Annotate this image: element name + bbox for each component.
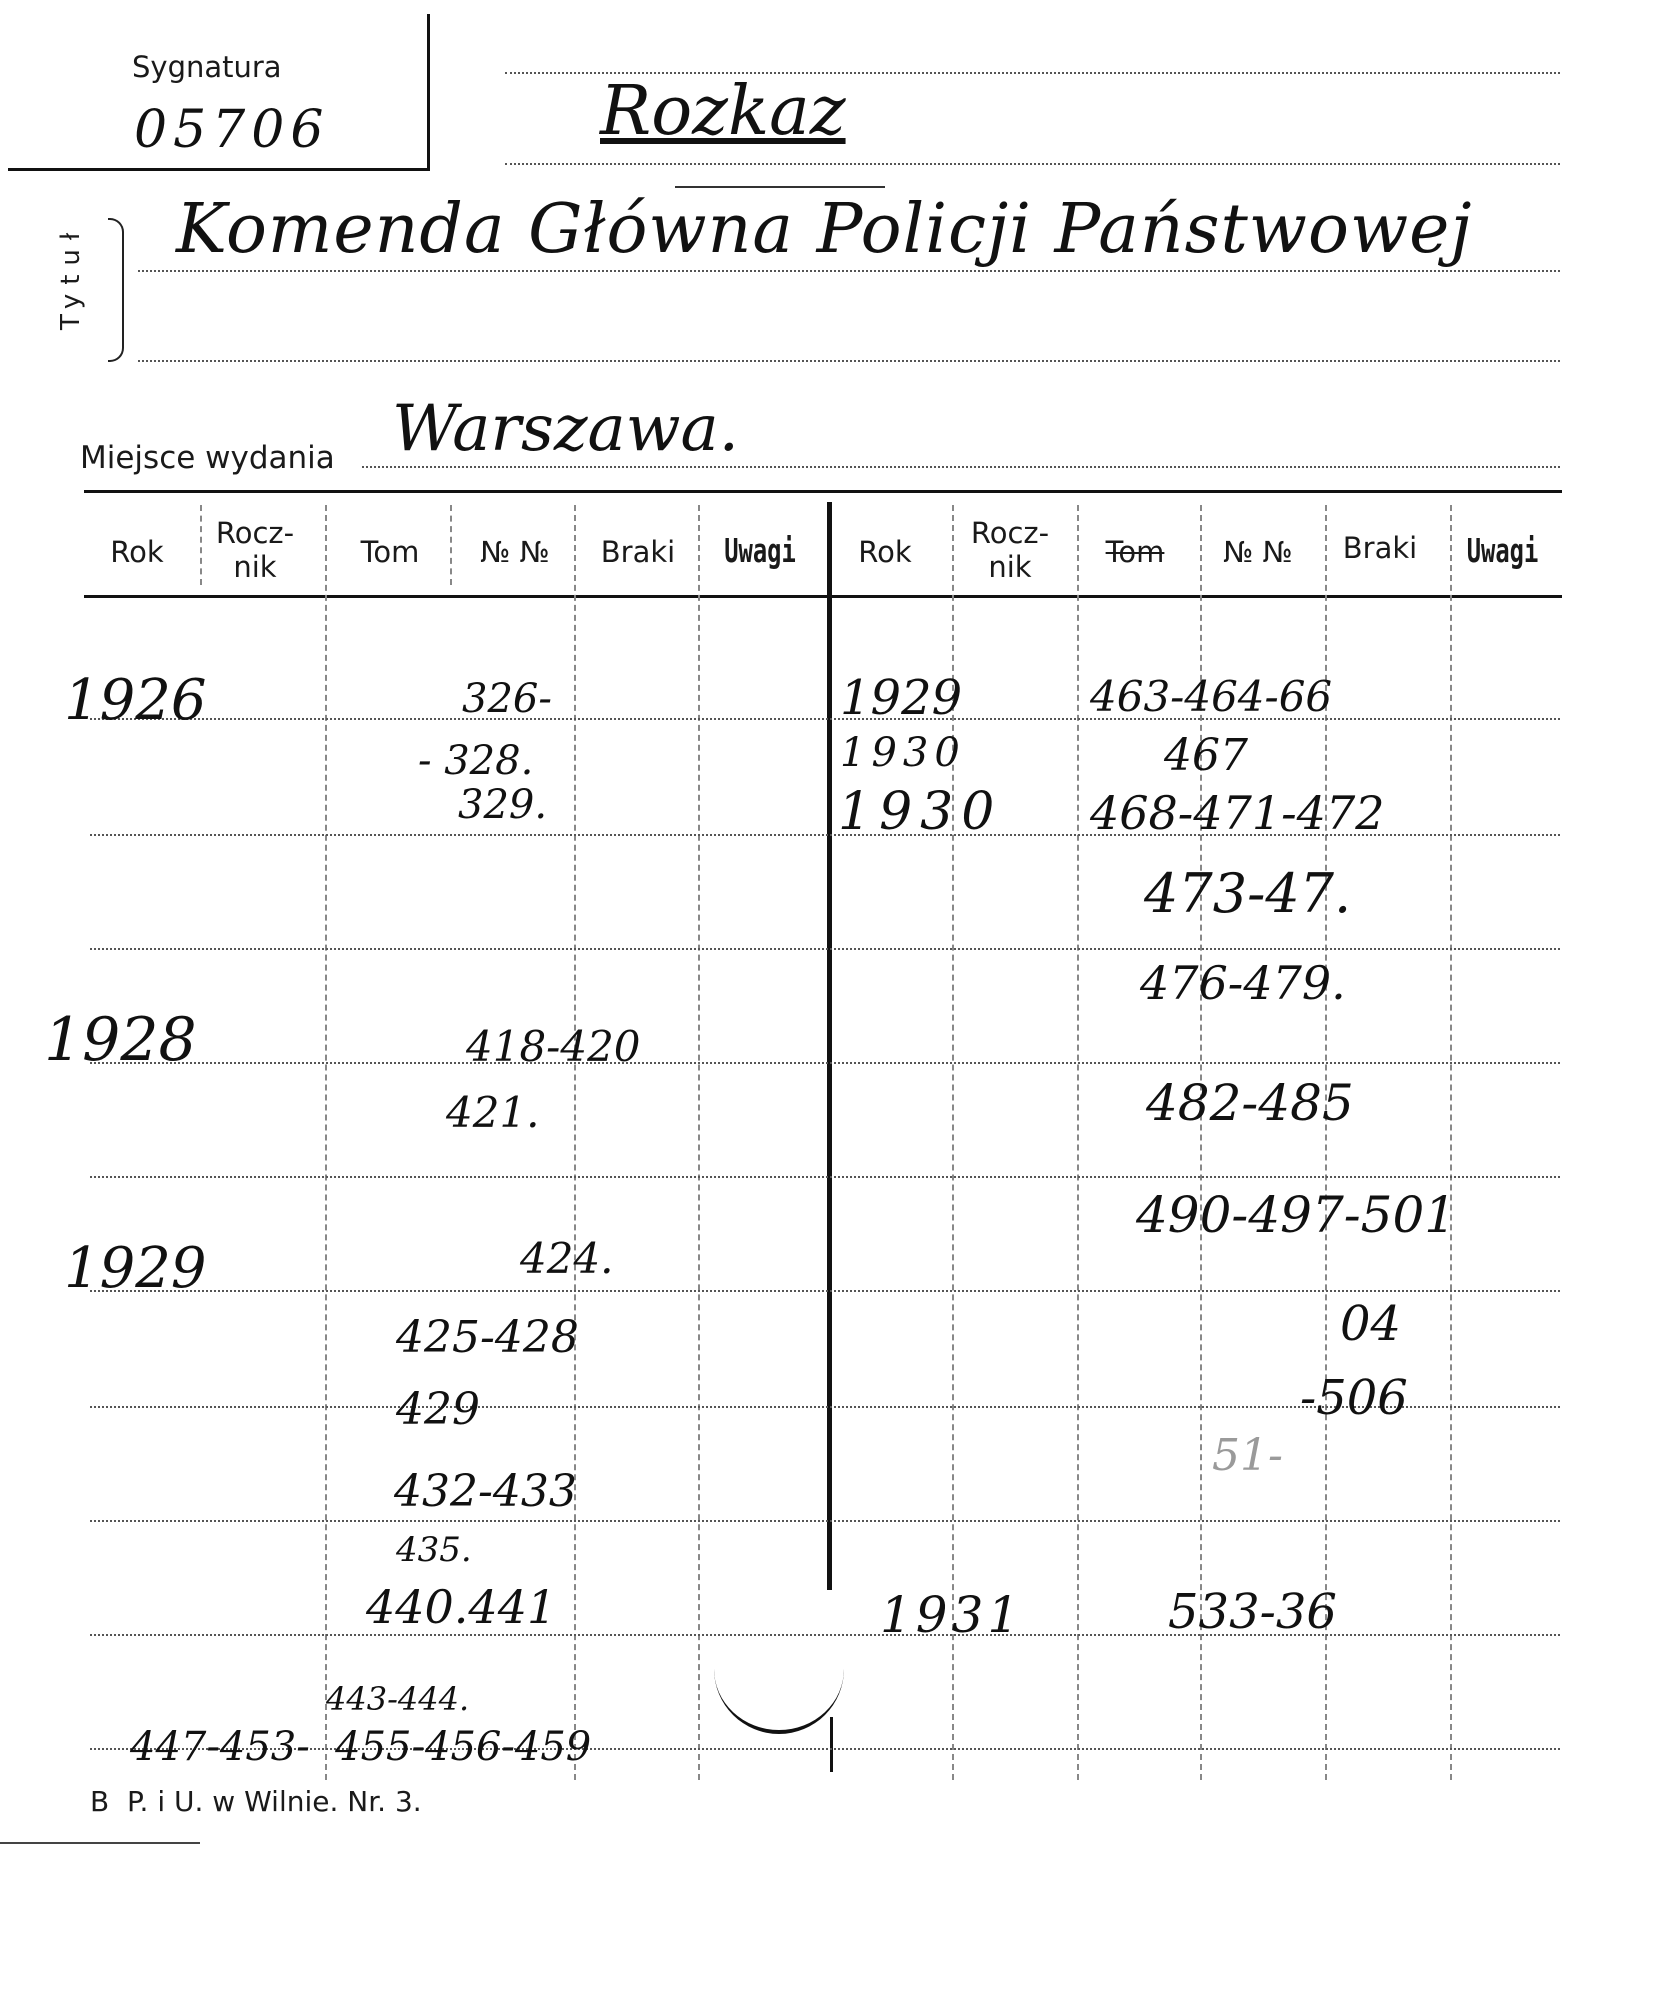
issue-entry: 476-479. bbox=[1140, 956, 1346, 1010]
issue-entry: 04 bbox=[1340, 1296, 1402, 1352]
issue-entry: 425-428 bbox=[396, 1312, 579, 1363]
header-tom: Tom bbox=[1105, 535, 1165, 569]
title-underline-stroke bbox=[675, 186, 885, 188]
issue-entry: 421. bbox=[446, 1088, 540, 1137]
issue-entry: 473-47. bbox=[1144, 862, 1352, 925]
issue-entry: 533-36 bbox=[1168, 1584, 1337, 1640]
center-divider bbox=[827, 502, 832, 1590]
place-dotted-line bbox=[362, 466, 1560, 468]
issue-entry: 482-485 bbox=[1146, 1074, 1354, 1132]
column-divider bbox=[698, 505, 700, 1780]
row-dotted-line bbox=[90, 1062, 1560, 1064]
header-rocznik-1: Rocz- bbox=[215, 516, 295, 550]
header-rocznik-2: nik bbox=[988, 550, 1032, 584]
footer-edge-rule bbox=[0, 1842, 200, 1844]
issue-entry: 490-497-501 bbox=[1136, 1186, 1457, 1244]
header-rocznik-2: nik bbox=[233, 550, 277, 584]
row-dotted-line bbox=[90, 948, 1560, 950]
header-uwagi: Uwagi bbox=[1466, 531, 1539, 570]
issue-entry: 326- bbox=[462, 676, 552, 722]
header-rocznik-1: Rocz- bbox=[970, 516, 1050, 550]
header-braki: Braki bbox=[1342, 531, 1418, 565]
column-divider bbox=[325, 505, 327, 1780]
row-dotted-line bbox=[90, 1520, 1560, 1522]
center-hook bbox=[714, 1630, 844, 1734]
place-value: Warszawa. bbox=[392, 392, 739, 466]
title-dotted-line-2 bbox=[138, 270, 1560, 272]
column-divider bbox=[1077, 505, 1079, 1780]
printer-imprint: B P. i U. w Wilnie. Nr. 3. bbox=[90, 1785, 422, 1818]
year-entry: 1930 bbox=[838, 782, 1003, 842]
issue-entry: 429 bbox=[396, 1384, 480, 1435]
title-brace bbox=[108, 218, 124, 362]
bottom-note-1: 443-444. bbox=[326, 1680, 470, 1718]
issue-entry: -506 bbox=[1300, 1370, 1408, 1426]
title-side-label: Tytuł bbox=[56, 223, 86, 330]
title-dotted-line-1 bbox=[505, 163, 1560, 165]
row-dotted-line bbox=[90, 718, 1560, 720]
table-header-bottom-rule bbox=[84, 595, 1562, 598]
center-divider-tail bbox=[830, 1717, 833, 1772]
signature-box-bottom-rule bbox=[8, 168, 430, 171]
column-divider bbox=[200, 505, 202, 585]
year-entry: 1928 bbox=[44, 1005, 197, 1075]
signature-box-right-rule bbox=[427, 14, 430, 171]
year-entry: 1926 bbox=[64, 668, 207, 733]
issue-entry: 51- bbox=[1212, 1430, 1283, 1481]
title-line-1: Rozkaz bbox=[600, 72, 846, 151]
column-divider bbox=[450, 505, 452, 585]
year-entry: 1929 bbox=[64, 1236, 207, 1301]
header-tom: Tom bbox=[360, 535, 420, 569]
issue-entry: - 328. bbox=[418, 738, 534, 784]
signature-label: Sygnatura bbox=[132, 50, 282, 84]
header-numery: № № bbox=[1223, 535, 1293, 569]
issue-entry: 432-433 bbox=[394, 1466, 577, 1517]
row-dotted-line bbox=[90, 1290, 1560, 1292]
place-label: Miejsce wydania bbox=[80, 440, 335, 476]
issue-entry: 468-471-472 bbox=[1090, 786, 1385, 840]
issue-entry: 435. bbox=[396, 1530, 472, 1570]
header-numery: № № bbox=[480, 535, 550, 569]
title-dotted-line-3 bbox=[138, 360, 1560, 362]
signature-value: 05706 bbox=[134, 100, 330, 160]
bottom-note-2: 447-453- 455-456-459 bbox=[130, 1724, 592, 1770]
year-entry: 1929 bbox=[840, 670, 963, 726]
table-top-rule bbox=[84, 490, 1562, 493]
year-entry: 1930 bbox=[840, 730, 966, 776]
issue-entry: 463-464-66 bbox=[1090, 672, 1333, 721]
column-divider bbox=[574, 505, 576, 1780]
row-dotted-line bbox=[90, 1176, 1560, 1178]
header-rok: Rok bbox=[110, 535, 164, 569]
row-dotted-line bbox=[90, 1634, 1560, 1636]
year-entry: 1931 bbox=[880, 1586, 1024, 1644]
issue-entry: 440.441 bbox=[366, 1580, 557, 1634]
header-braki: Braki bbox=[600, 535, 676, 569]
title-line-2: Komenda Główna Policji Państwowej bbox=[176, 190, 1473, 269]
header-uwagi: Uwagi bbox=[724, 531, 796, 570]
header-rok: Rok bbox=[858, 535, 912, 569]
column-divider bbox=[1450, 505, 1452, 1780]
issue-entry: 424. bbox=[520, 1234, 614, 1283]
issue-entry: 467 bbox=[1164, 730, 1248, 781]
issue-entry: 418-420 bbox=[466, 1022, 641, 1071]
issue-entry: 329. bbox=[458, 782, 548, 828]
